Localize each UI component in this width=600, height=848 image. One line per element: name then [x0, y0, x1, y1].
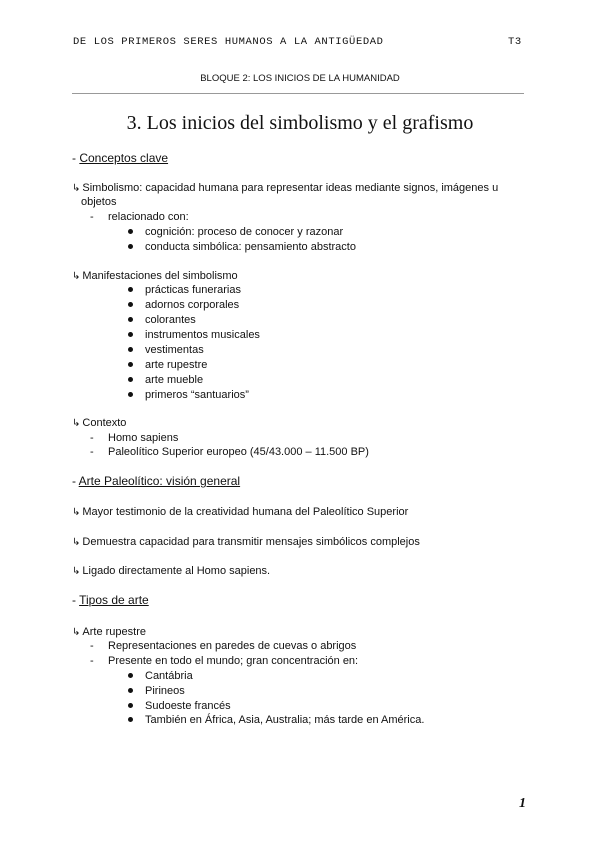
bullet-icon	[128, 362, 133, 367]
manifestaciones-line	[72, 269, 238, 284]
list-item	[128, 343, 204, 357]
arte-point-text: Ligado directamente al Homo sapiens.	[82, 565, 271, 577]
manifestaciones-text: Manifestaciones del simbolismo	[82, 270, 238, 282]
list-item-text: colorantes	[145, 314, 196, 326]
list-item: - Homo sapiens	[90, 432, 179, 444]
list-item: - relacionado con:	[90, 211, 189, 223]
bullet-icon	[128, 244, 133, 249]
section-heading-arte: - Arte Paleolítico: visión general	[72, 474, 241, 488]
list-item-text: Cantábria	[145, 670, 193, 682]
section-heading-label: Tipos de arte	[79, 593, 149, 607]
bullet-icon	[128, 377, 133, 382]
list-item-text: prácticas funerarias	[145, 284, 241, 296]
list-item-text: primeros “santuarios”	[145, 389, 249, 401]
bullet-icon	[128, 229, 133, 234]
list-item	[128, 313, 196, 327]
list-item	[128, 240, 356, 254]
list-item	[128, 713, 424, 727]
page-title: 3. Los inicios del simbolismo y el grafismo	[126, 112, 474, 134]
section-heading-label: Arte Paleolítico: visión general	[78, 474, 241, 488]
list-item	[128, 388, 249, 402]
bullet-icon	[128, 703, 133, 708]
arrow-icon: ↳	[72, 627, 81, 638]
list-item	[128, 358, 207, 372]
arte-point	[72, 505, 408, 520]
list-item-text: instrumentos musicales	[145, 329, 260, 341]
list-item-text: Presente en todo el mundo; gran concentración en:	[108, 655, 359, 667]
list-item	[128, 699, 231, 713]
bullet-icon	[128, 347, 133, 352]
list-item-text: Representaciones en paredes de cuevas o abrigos	[108, 640, 357, 652]
list-item-text: Pirineos	[145, 685, 185, 697]
running-header-topic: T3	[508, 36, 522, 48]
bullet-icon	[128, 717, 133, 722]
list-item	[128, 684, 185, 698]
arrow-icon: ↳	[72, 566, 81, 577]
arte-point	[72, 535, 420, 550]
rupestre-text: Arte rupestre	[82, 626, 146, 638]
list-item	[128, 283, 241, 297]
list-item-text: relacionado con:	[108, 211, 189, 223]
arrow-icon: ↳	[72, 537, 81, 548]
simbolismo-continuation: objetos	[81, 196, 117, 208]
list-item	[128, 328, 260, 342]
list-item-text: arte mueble	[145, 374, 204, 386]
bullet-icon	[128, 317, 133, 322]
list-item: - Presente en todo el mundo; gran concentración en:	[90, 655, 359, 667]
arrow-icon: ↳	[72, 507, 81, 518]
list-item	[128, 373, 203, 387]
arte-point	[72, 564, 270, 579]
section-heading-label: Conceptos clave	[79, 151, 169, 165]
section-heading-conceptos: - Conceptos clave	[72, 151, 169, 165]
contexto-line	[72, 416, 126, 431]
arte-point-text: Mayor testimonio de la creatividad humana del Paleolítico Superior	[82, 506, 409, 518]
bullet-icon	[128, 287, 133, 292]
list-item	[128, 298, 239, 312]
list-item-text: cognición: proceso de conocer y razonar	[145, 226, 344, 238]
list-item-text: Homo sapiens	[108, 432, 179, 444]
list-item	[128, 669, 193, 683]
bullet-icon	[128, 392, 133, 397]
page-number: 1	[519, 796, 526, 811]
bullet-icon	[128, 673, 133, 678]
arte-point-text: Demuestra capacidad para transmitir mensajes simbólicos complejos	[82, 536, 420, 548]
arrow-icon: ↳	[72, 183, 81, 194]
list-item-text: adornos corporales	[145, 299, 240, 311]
simbolismo-text: Simbolismo: capacidad humana para representar ideas mediante signos, imágenes u	[82, 182, 499, 194]
list-item-text: conducta simbólica: pensamiento abstracto	[145, 241, 356, 253]
section-heading-tipos: - Tipos de arte	[72, 593, 149, 607]
bloque-heading: BLOQUE 2: LOS INICIOS DE LA HUMANIDAD	[200, 73, 400, 84]
bullet-icon	[128, 688, 133, 693]
bullet-icon	[128, 332, 133, 337]
list-item-text: Sudoeste francés	[145, 700, 231, 712]
running-header-title: DE LOS PRIMEROS SERES HUMANOS A LA ANTIGÜEDAD	[73, 36, 384, 48]
list-item-text: Paleolítico Superior europeo (45/43.000 – 11.500 BP)	[108, 446, 369, 458]
list-item	[128, 225, 343, 239]
arrow-icon: ↳	[72, 271, 81, 282]
header-divider	[72, 93, 524, 94]
simbolismo-line	[72, 181, 498, 196]
bullet-icon	[128, 302, 133, 307]
arrow-icon: ↳	[72, 418, 81, 429]
list-item-text: arte rupestre	[145, 359, 208, 371]
list-item: - Paleolítico Superior europeo (45/43.000 – 11.500 BP)	[90, 446, 369, 458]
rupestre-line	[72, 625, 146, 640]
list-item-text: vestimentas	[145, 344, 204, 356]
list-item: - Representaciones en paredes de cuevas o abrigos	[90, 640, 357, 652]
list-item-text: También en África, Asia, Australia; más tarde en América.	[145, 714, 425, 726]
contexto-text: Contexto	[82, 417, 127, 429]
